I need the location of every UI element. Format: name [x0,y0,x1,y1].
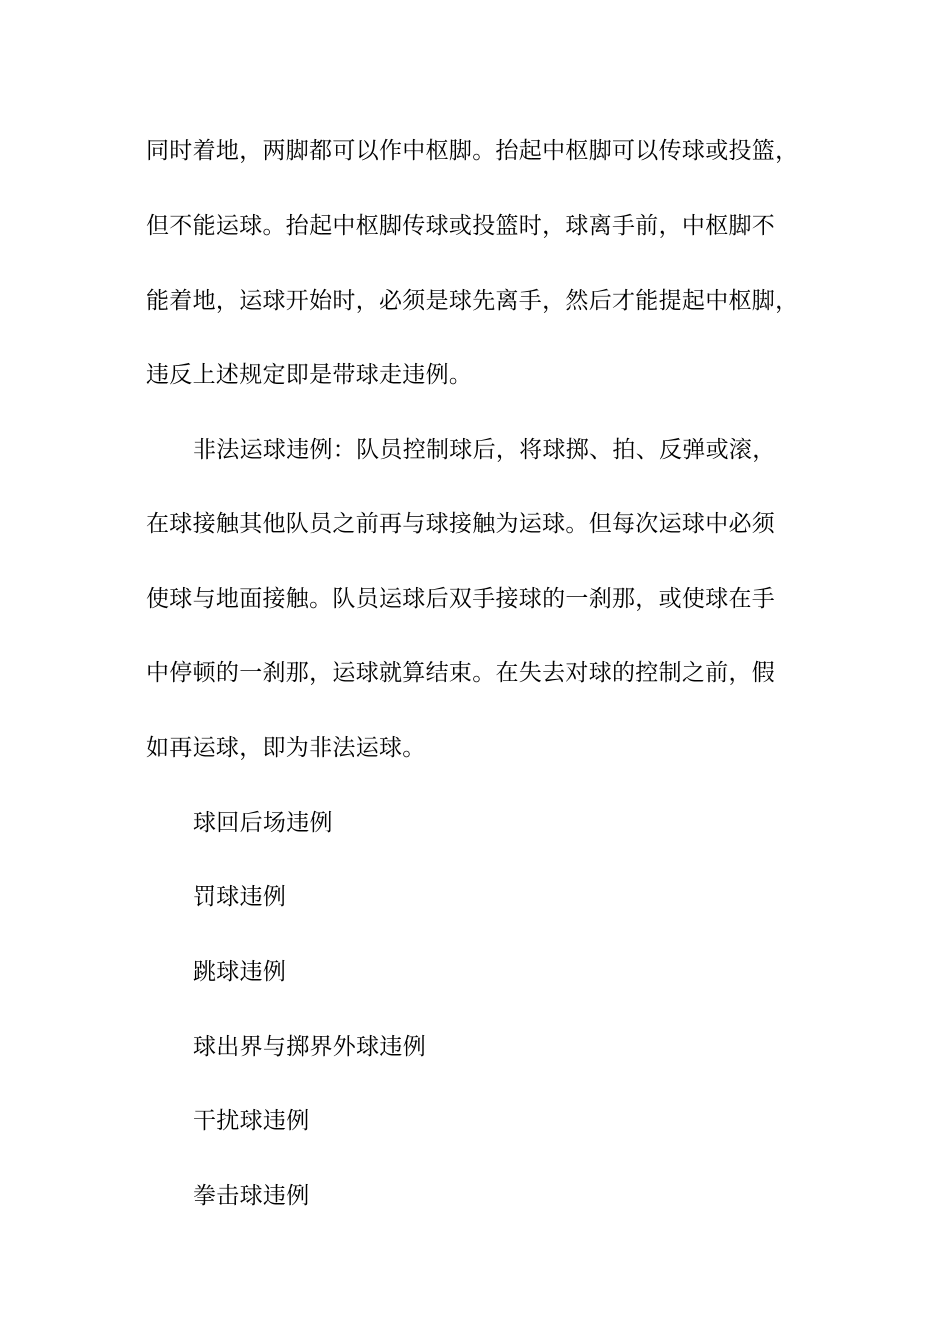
paragraph-line: 能着地，运球开始时，必须是球先离手，然后才能提起中枢脚， [146,288,799,314]
paragraph-line: 中停顿的一刹那，运球就算结束。在失去对球的控制之前，假 [146,660,776,686]
paragraph-line: 违反上述规定即是带球走违例。 [146,362,473,388]
paragraph-line: 使球与地面接触。队员运球后双手接球的一刹那，或使球在手 [146,586,776,612]
paragraph-line: 同时着地，两脚都可以作中枢脚。抬起中枢脚可以传球或投篮， [146,138,799,164]
section-heading: 干扰球违例 [193,1108,310,1134]
paragraph-line: 在球接触其他队员之前再与球接触为运球。但每次运球中必须 [146,511,776,537]
paragraph-line: 非法运球违例：队员控制球后，将球掷、拍、反弹或滚， [193,437,776,463]
section-heading: 球出界与掷界外球违例 [193,1034,426,1060]
paragraph-line: 如再运球，即为非法运球。 [146,735,426,761]
section-heading: 跳球违例 [193,959,287,985]
section-heading: 球回后场违例 [193,810,333,836]
paragraph-line: 但不能运球。抬起中枢脚传球或投篮时，球离手前，中枢脚不 [146,213,776,239]
section-heading: 拳击球违例 [193,1183,310,1209]
section-heading: 罚球违例 [193,884,287,910]
